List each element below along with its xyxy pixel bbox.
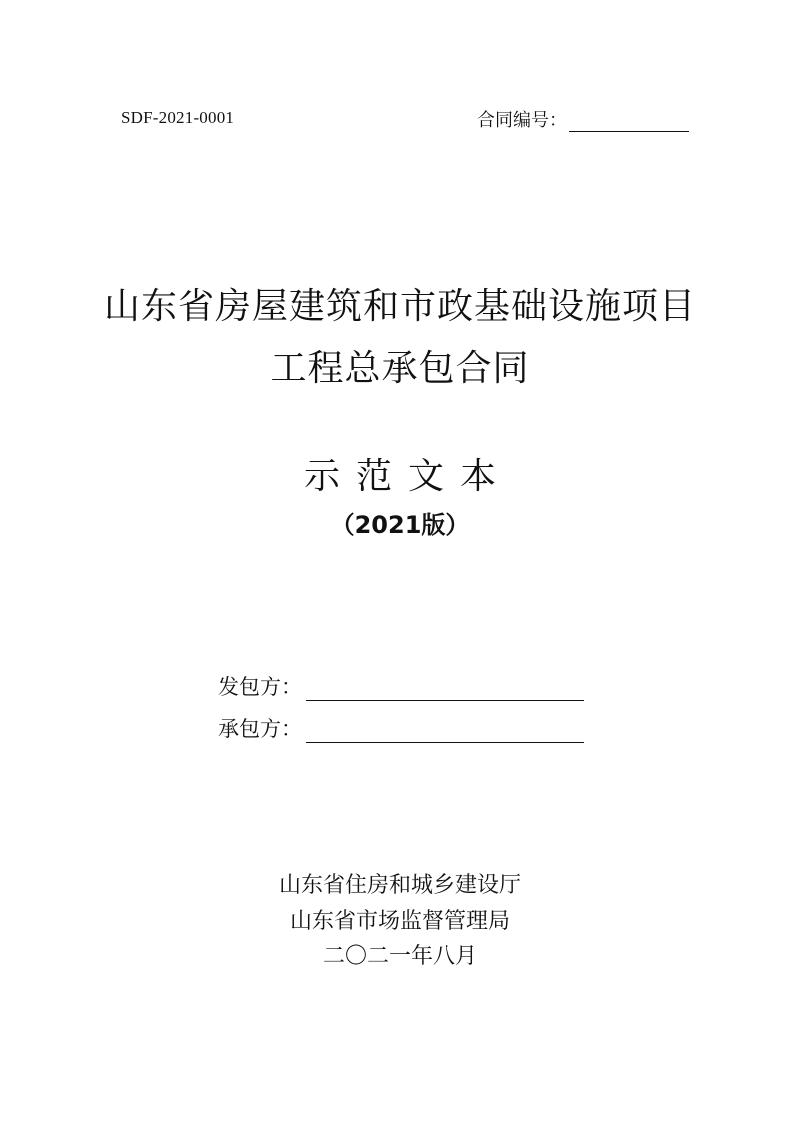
- contractor-label: 承包方：: [218, 717, 302, 741]
- document-code: SDF-2021-0001: [121, 108, 235, 127]
- document-subtitle: 示范文本: [303, 456, 512, 497]
- issue-date: 二〇二一年八月: [322, 944, 477, 969]
- contractor-blank: [306, 720, 584, 743]
- employer-label: 发包方：: [218, 675, 302, 699]
- employer-field: [218, 671, 584, 701]
- contract-number-field: [477, 106, 689, 132]
- document-title-line1: 山东省房屋建筑和市政基础设施项目: [103, 286, 696, 327]
- employer-blank: [306, 678, 584, 701]
- contractor-field: [218, 713, 584, 743]
- contract-number-blank: [569, 111, 689, 132]
- issuer-market-regulation: 山东省市场监督管理局: [289, 909, 510, 934]
- contract-number-label: 合同编号：: [477, 110, 567, 131]
- edition-label: （2021版）: [330, 511, 470, 539]
- issuer-housing-department: 山东省住房和城乡建设厅: [278, 873, 521, 898]
- document-title-line2: 工程总承包合同: [270, 348, 530, 389]
